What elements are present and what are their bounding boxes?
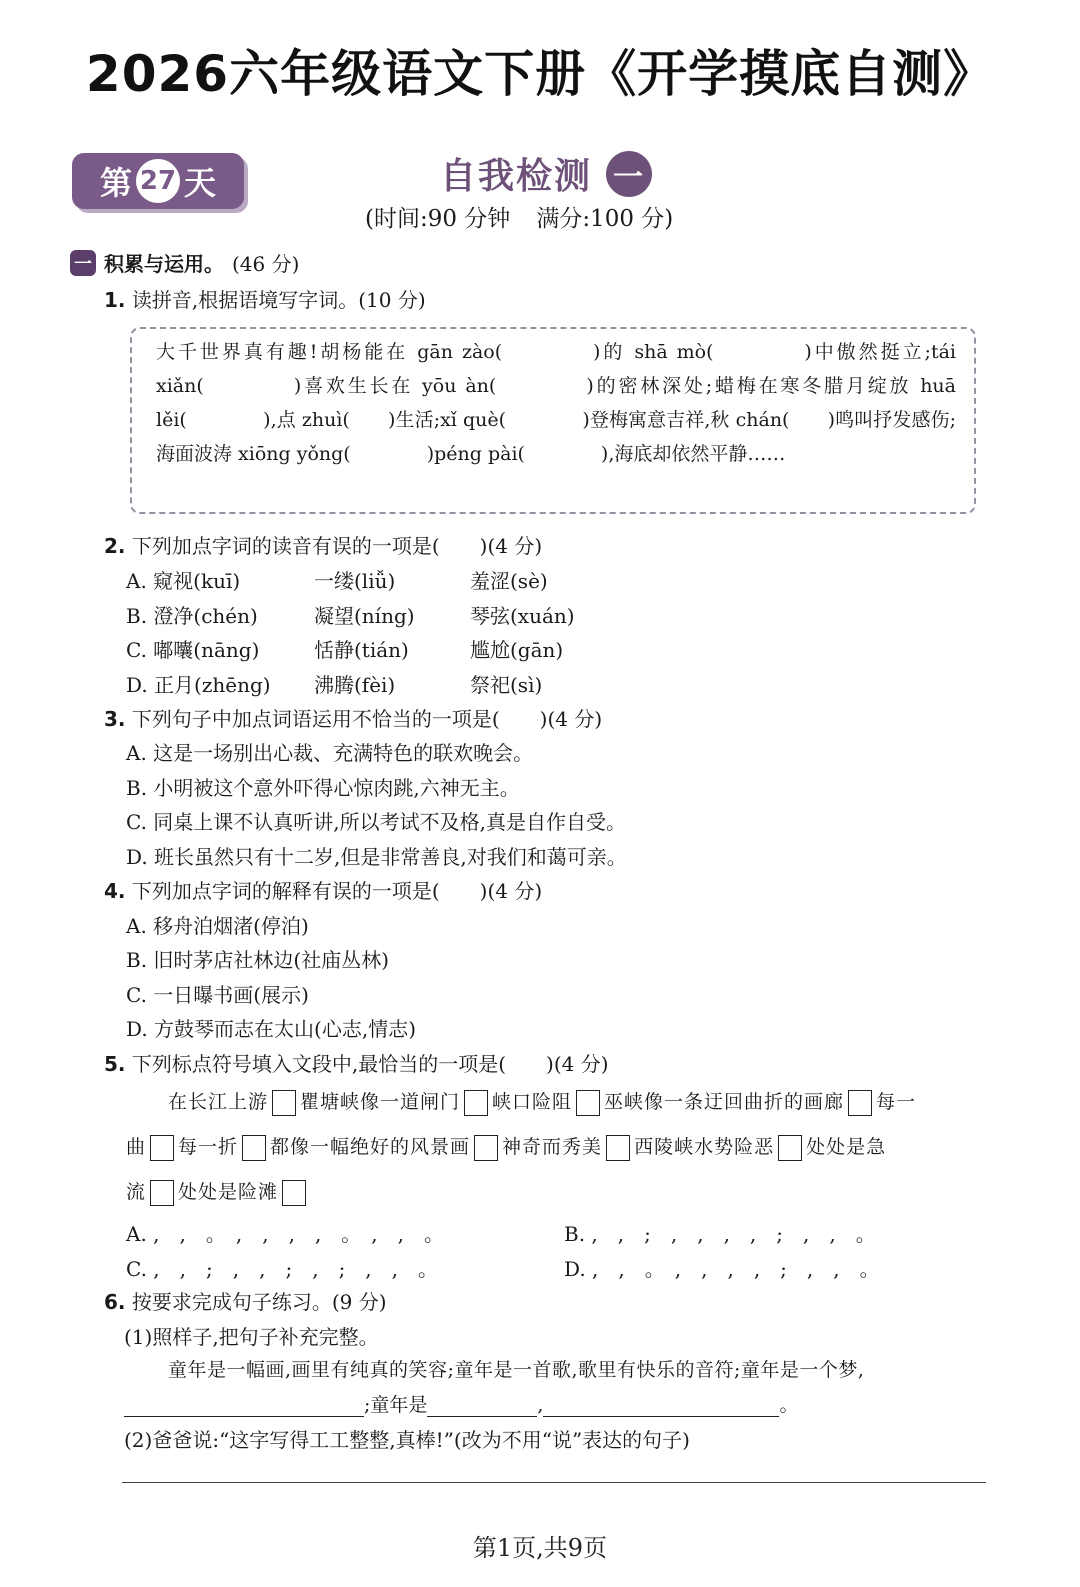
- answer-line[interactable]: [122, 1482, 986, 1483]
- q5-passage-line-3: [126, 1177, 986, 1206]
- punctuation-box[interactable]: [576, 1090, 600, 1116]
- q2-option-c[interactable]: [126, 634, 564, 663]
- option-term: D. 正月(zhēng): [126, 673, 271, 697]
- q6-sample-sentence: 童年是一幅画,画里有纯真的笑容;童年是一首歌,歌里有快乐的音符;童年是一个梦,: [168, 1359, 865, 1381]
- day-badge: [72, 153, 244, 209]
- fill-blank[interactable]: [543, 1398, 779, 1417]
- option-term: 羞涩(sè): [470, 569, 548, 593]
- full-score: 满分:100 分): [536, 206, 674, 232]
- option-term: 琴弦(xuán): [470, 604, 575, 628]
- fill-text: ,: [537, 1394, 544, 1416]
- section-heading: [70, 248, 299, 277]
- passage-fragment: 巫峡像一条迂回曲折的画廊: [604, 1091, 845, 1113]
- document-title: 2026六年级语文下册《开学摸底自测》: [85, 45, 995, 103]
- q6-subquestion-2: (2)爸爸说:“这字写得工工整整,真棒!”(改为不用“说”表达的句子): [124, 1428, 690, 1452]
- punctuation-box[interactable]: [272, 1090, 296, 1116]
- punctuation-box[interactable]: [778, 1135, 802, 1161]
- q6-subquestion-1: (1)照样子,把句子补充完整。: [124, 1325, 379, 1349]
- question-5: [104, 1048, 609, 1077]
- q6-fill-line: [124, 1390, 798, 1417]
- q2-option-a[interactable]: [126, 565, 548, 594]
- question-number: 2.: [104, 534, 126, 558]
- q3-option-a[interactable]: A. 这是一场别出心裁、充满特色的联欢晚会。: [126, 741, 534, 765]
- q2-option-b[interactable]: [126, 600, 575, 629]
- fill-blank[interactable]: [427, 1398, 537, 1417]
- q4-option-d[interactable]: D. 方鼓琴而志在太山(心志,情志): [126, 1017, 416, 1041]
- option-term: 祭祀(sì): [470, 673, 543, 697]
- passage-fragment: 在长江上游: [168, 1091, 269, 1113]
- question-number: 4.: [104, 879, 126, 903]
- question-number: 1.: [104, 288, 126, 312]
- option-term: B. 澄净(chén): [126, 604, 258, 628]
- option-term: 凝望(níng): [314, 604, 415, 628]
- q5-passage-line-2: [126, 1132, 986, 1161]
- q5-option-d[interactable]: D. , , 。 , , , , ; , , 。: [564, 1257, 880, 1281]
- punctuation-box[interactable]: [464, 1090, 488, 1116]
- fill-blank[interactable]: [124, 1398, 364, 1417]
- option-term: 尴尬(gān): [470, 638, 564, 662]
- q4-option-b[interactable]: B. 旧时茅店社林边(社庙丛林): [126, 948, 390, 972]
- q1-passage: 大千世界真有趣!胡杨能在 gān zào( )的 shā mò( )中傲然挺立;tái xiǎn( )喜欢生长在 yōu àn( )的密林深处;蜡梅在寒冬腊月绽放 huā lěi( ),点 zhuì( )生活;xǐ què( )登梅寓意吉祥,秋 chán( )鸣叫抒发感伤;海面波涛 xiōng yǒng( )péng pài( ),海底却依然平静……: [156, 341, 956, 465]
- q4-option-c[interactable]: C. 一日曝书画(展示): [126, 983, 309, 1007]
- passage-fragment: 峡口险阻: [492, 1091, 573, 1113]
- test-title-text: 自我检测: [440, 156, 593, 197]
- question-number: 5.: [104, 1052, 126, 1076]
- passage-fragment: 每一: [876, 1091, 917, 1113]
- day-suffix: 天: [184, 164, 217, 202]
- question-3: [104, 703, 602, 732]
- question-number: 3.: [104, 707, 126, 731]
- punctuation-box[interactable]: [282, 1180, 306, 1206]
- question-1: [104, 284, 426, 313]
- q3-option-d[interactable]: D. 班长虽然只有十二岁,但是非常善良,对我们和蔼可亲。: [126, 845, 627, 869]
- punctuation-box[interactable]: [474, 1135, 498, 1161]
- q3-option-c[interactable]: C. 同桌上课不认真听讲,所以考试不及格,真是自作自受。: [126, 810, 627, 834]
- passage-fragment: 曲: [126, 1136, 147, 1158]
- question-number: 6.: [104, 1290, 126, 1314]
- question-2: [104, 530, 542, 559]
- punctuation-box[interactable]: [242, 1135, 266, 1161]
- option-term: 沸腾(fèi): [314, 673, 396, 697]
- punctuation-box[interactable]: [606, 1135, 630, 1161]
- punctuation-box[interactable]: [150, 1135, 174, 1161]
- option-term: A. 窥视(kuī): [126, 569, 241, 593]
- punctuation-box[interactable]: [150, 1180, 174, 1206]
- day-number: 27: [136, 159, 180, 203]
- question-text: 读拼音,根据语境写字词。(10 分): [131, 288, 426, 312]
- section-number: 一: [70, 250, 96, 276]
- test-title: [440, 148, 652, 199]
- question-6: [104, 1286, 387, 1315]
- passage-fragment: 都像一幅绝好的风景画: [270, 1136, 471, 1158]
- passage-fragment: 流: [126, 1181, 147, 1203]
- option-term: C. 嘟囔(nāng): [126, 638, 260, 662]
- q3-option-b[interactable]: B. 小明被这个意外吓得心惊肉跳,六神无主。: [126, 776, 520, 800]
- time-info: [365, 200, 699, 233]
- question-text: 下列标点符号填入文段中,最恰当的一项是( )(4 分): [131, 1052, 609, 1076]
- section-title: 积累与运用。: [104, 252, 224, 276]
- passage-fragment: 处处是急: [806, 1136, 887, 1158]
- passage-fragment: 西陵峡水势险恶: [634, 1136, 775, 1158]
- fill-text: ;童年是: [364, 1394, 428, 1416]
- q4-option-a[interactable]: A. 移舟泊烟渚(停泊): [126, 914, 309, 938]
- passage-fragment: 瞿塘峡像一道闸门: [300, 1091, 461, 1113]
- q2-option-d[interactable]: [126, 669, 543, 698]
- question-4: [104, 875, 542, 904]
- fill-text: 。: [779, 1394, 799, 1416]
- passage-fragment: 神奇而秀美: [502, 1136, 603, 1158]
- passage-fragment: 每一折: [178, 1136, 239, 1158]
- day-prefix: 第: [99, 164, 132, 202]
- option-term: 恬静(tián): [314, 638, 409, 662]
- question-text: 下列加点字词的读音有误的一项是( )(4 分): [131, 534, 543, 558]
- page-footer: 第1页,共9页: [472, 1534, 608, 1562]
- question-text: 下列加点字词的解释有误的一项是( )(4 分): [131, 879, 543, 903]
- question-text: 下列句子中加点词语运用不恰当的一项是( )(4 分): [131, 707, 603, 731]
- punctuation-box[interactable]: [848, 1090, 872, 1116]
- question-text: 按要求完成句子练习。(9 分): [131, 1290, 387, 1314]
- q5-option-b[interactable]: B. , , ; , , , , ; , , 。: [564, 1222, 876, 1246]
- test-number: 一: [606, 151, 652, 197]
- q5-passage-line-1: [168, 1087, 1028, 1116]
- passage-fragment: 处处是险滩: [178, 1181, 279, 1203]
- time-limit: (时间:90 分钟: [365, 206, 511, 232]
- q5-option-a[interactable]: A. , , 。 , , , , 。 , , 。: [126, 1222, 445, 1246]
- q5-option-c[interactable]: C. , , ; , , ; , ; , , 。: [126, 1257, 439, 1281]
- option-term: 一缕(liǚ): [314, 569, 396, 593]
- section-points: (46 分): [232, 252, 300, 276]
